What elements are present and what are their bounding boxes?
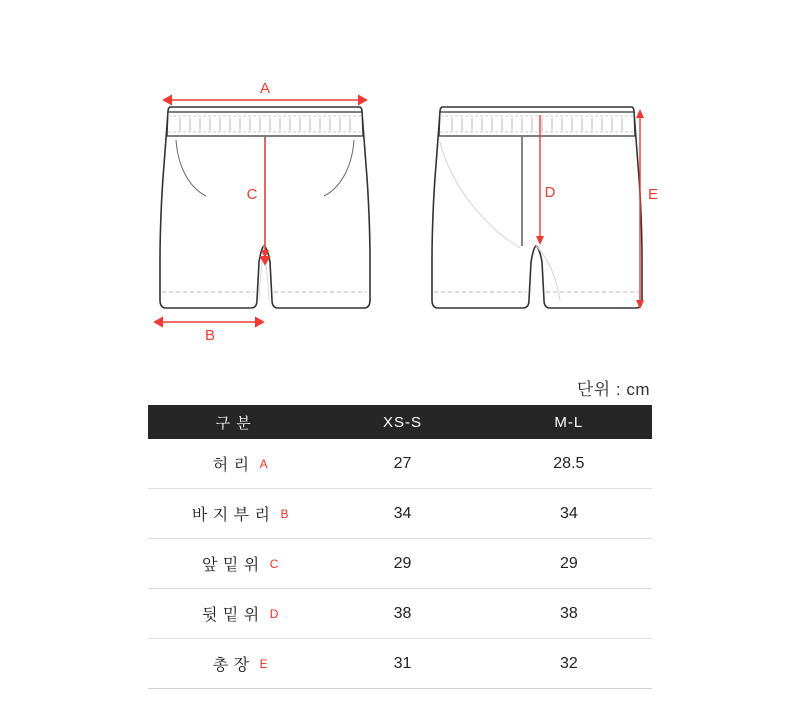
row-key-D: D — [269, 607, 279, 621]
cell-waist-m-l: 28.5 — [486, 439, 652, 489]
row-label-waist — [148, 439, 319, 489]
dimension-A — [172, 80, 358, 100]
svg-text:E: E — [647, 186, 659, 203]
row-label-total-length — [148, 639, 319, 689]
svg-text:A: A — [259, 80, 271, 97]
row-label-text: 뒷 밑 위 — [201, 607, 260, 624]
header-category: 구 분 — [148, 405, 319, 439]
row-label-text: 바 지 부 리 — [191, 507, 271, 524]
dimension-B — [163, 322, 255, 344]
size-table — [148, 405, 652, 689]
cell-hem-m-l: 34 — [486, 489, 652, 539]
header-m-l: M-L — [486, 405, 652, 439]
row-key-B: B — [280, 507, 289, 521]
table-row — [148, 589, 652, 639]
dimension-E — [636, 109, 658, 309]
row-label-front-rise — [148, 539, 319, 589]
cell-front-rise-m-l: 29 — [486, 539, 652, 589]
shorts-diagram — [0, 0, 800, 360]
table-row — [148, 639, 652, 689]
row-key-C: C — [269, 557, 279, 571]
header-xs-s: XS-S — [319, 405, 485, 439]
table-row — [148, 539, 652, 589]
row-label-text: 앞 밑 위 — [201, 557, 260, 574]
cell-front-rise-xs-s: 29 — [319, 539, 485, 589]
cell-total-length-m-l: 32 — [486, 639, 652, 689]
cell-back-rise-xs-s: 38 — [319, 589, 485, 639]
row-label-back-rise — [148, 589, 319, 639]
row-label-text: 총 장 — [212, 657, 250, 674]
cell-hem-xs-s: 34 — [319, 489, 485, 539]
row-key-A: A — [259, 457, 268, 471]
cell-waist-xs-s: 27 — [319, 439, 485, 489]
cell-back-rise-m-l: 38 — [486, 589, 652, 639]
row-label-text: 허 리 — [212, 457, 250, 474]
row-label-hem — [148, 489, 319, 539]
svg-text:B: B — [204, 327, 216, 344]
row-key-E: E — [259, 657, 268, 671]
svg-text:D: D — [544, 184, 556, 201]
table-row — [148, 439, 652, 489]
cell-total-length-xs-s: 31 — [319, 639, 485, 689]
unit-label: 단위 : cm — [576, 380, 650, 399]
table-row — [148, 489, 652, 539]
back-shorts-illustration — [432, 107, 642, 308]
table-header-row — [148, 405, 652, 439]
svg-text:C: C — [246, 186, 258, 203]
